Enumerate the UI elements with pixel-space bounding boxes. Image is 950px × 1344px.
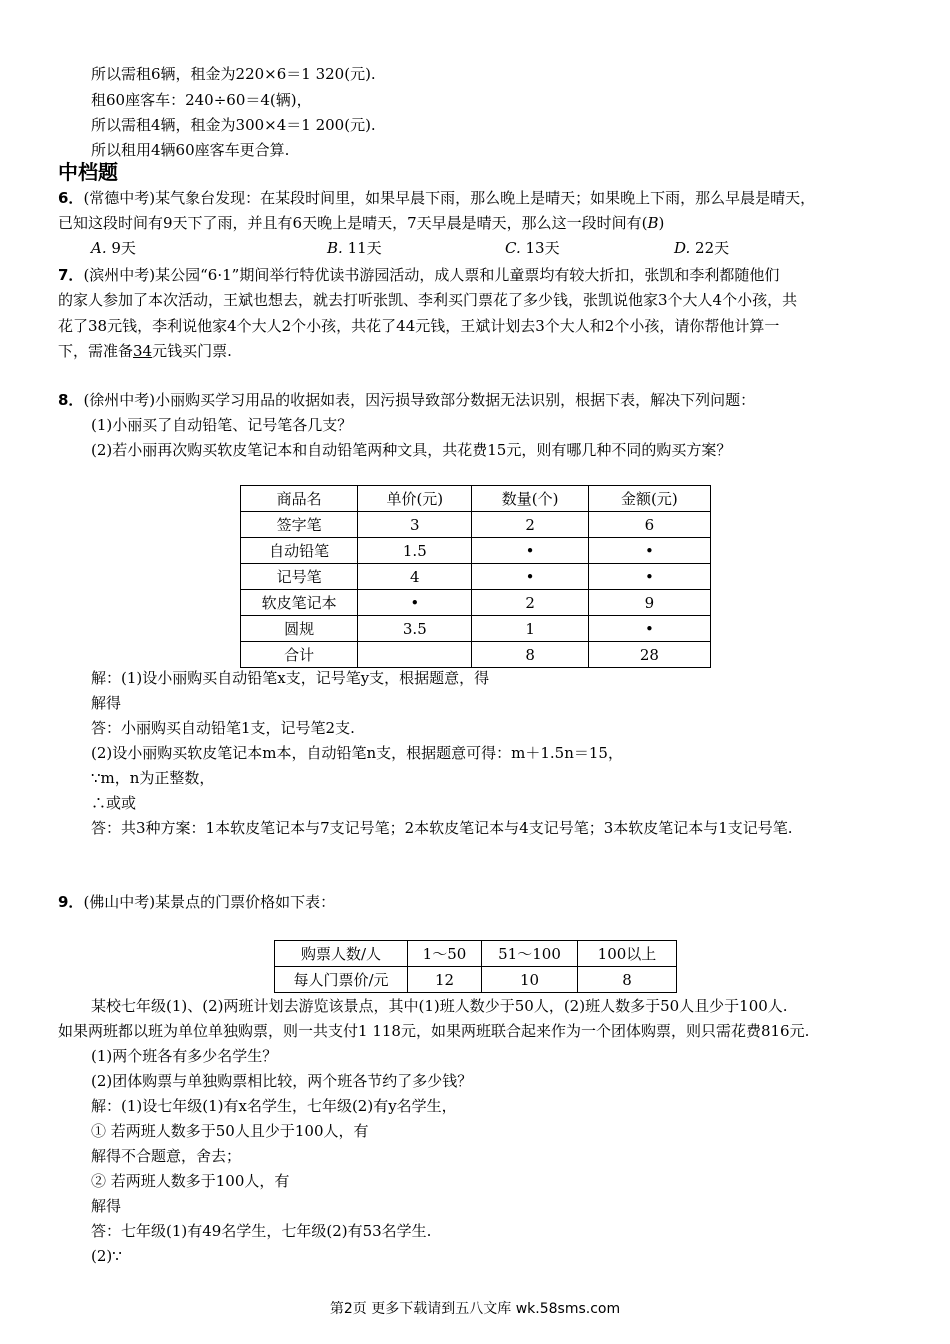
table-cell: 10 xyxy=(482,967,578,993)
question-number: 6． xyxy=(58,189,84,207)
table-header-row xyxy=(241,486,711,512)
table-row xyxy=(241,512,711,538)
text-line: 所以需租6辆，租金为220×6＝1 320(元). xyxy=(91,65,376,83)
receipt-table xyxy=(240,485,711,668)
table-row xyxy=(241,538,711,564)
table-row xyxy=(275,967,677,993)
question-text: 已知这段时间有9天下了雨，并且有6天晚上是晴天，7天早晨是晴天，那么这一段时间有( xyxy=(58,214,648,232)
option-b: B. 11天 xyxy=(327,239,382,257)
table-cell: • xyxy=(588,564,710,590)
solution-line: ∴或或 xyxy=(91,794,137,812)
table-cell: • xyxy=(358,590,472,616)
question-text: (佛山中考)某景点的门票价格如下表： xyxy=(83,893,336,911)
table-header: 商品名 xyxy=(241,486,358,512)
table-cell: 记号笔 xyxy=(241,564,358,590)
table-header: 金额(元) xyxy=(588,486,710,512)
table-cell: • xyxy=(472,538,588,564)
table-cell: • xyxy=(472,564,588,590)
table-cell: 12 xyxy=(408,967,482,993)
table-row xyxy=(241,564,711,590)
question-text: 如果两班都以班为单位单独购票，则一共支付1 118元，如果两班联合起来作为一个团体购票，则只需花费816元. xyxy=(58,1022,810,1040)
solution-line: ∵m，n为正整数， xyxy=(91,769,215,787)
table-row xyxy=(275,941,677,967)
question-6-line xyxy=(58,212,664,234)
table-cell: 1.5 xyxy=(358,538,472,564)
table-row xyxy=(241,642,711,668)
option-c: C. 13天 xyxy=(505,239,560,257)
solution-line: 解：(1)设七年级(1)有x名学生，七年级(2)有y名学生， xyxy=(91,1097,457,1115)
table-cell: 每人门票价/元 xyxy=(275,967,408,993)
question-8-line xyxy=(58,389,755,411)
table-cell: 1 xyxy=(472,616,588,642)
table-cell: 3 xyxy=(358,512,472,538)
page-footer: 第2页 更多下载请到五八文库 wk.58sms.com xyxy=(329,1301,621,1317)
paren: ) xyxy=(658,214,665,232)
table-cell: 8 xyxy=(578,967,677,993)
table-cell: 签字笔 xyxy=(241,512,358,538)
solution-line: 解：(1)设小丽购买自动铅笔x支，记号笔y支，根据题意，得 xyxy=(91,669,490,687)
sub-question: (2)若小丽再次购买软皮笔记本和自动铅笔两种文具，共花费15元，则有哪几种不同的购买方案？ xyxy=(91,441,732,459)
solution-line: ① 若两班人数多于50人且少于100人，有 xyxy=(91,1122,369,1140)
solution-line: 解得 xyxy=(91,1197,122,1215)
question-7-line: 的家人参加了本次活动，王斌也想去，就去打听张凯、李利买门票花了多少钱，张凯说他家3个大人4个小孩，共 xyxy=(58,291,798,309)
text-line: 所以需租4辆，租金为300×4＝1 200(元). xyxy=(91,116,376,134)
question-text: (滨州中考)某公园“6·1”期间举行特优读书游园活动，成人票和儿童票均有较大折扣，张凯和李利都随他们 xyxy=(83,266,780,284)
table-row xyxy=(241,616,711,642)
sub-question: (1)小丽买了自动铅笔、记号笔各几支？ xyxy=(91,416,353,434)
answer-letter: B xyxy=(647,214,659,232)
question-number: 8． xyxy=(58,391,84,409)
section-heading: 中档题 xyxy=(58,160,118,184)
table-cell: 2 xyxy=(472,590,588,616)
table-header: 单价(元) xyxy=(358,486,472,512)
table-cell: 8 xyxy=(472,642,588,668)
table-cell: • xyxy=(588,538,710,564)
table-cell: 3.5 xyxy=(358,616,472,642)
table-cell: 100以上 xyxy=(578,941,677,967)
question-7-line xyxy=(58,264,779,286)
ticket-price-table xyxy=(274,940,677,993)
table-cell: 51～100 xyxy=(482,941,578,967)
table-cell: 圆规 xyxy=(241,616,358,642)
solution-line: 答：共3种方案：1本软皮笔记本与7支记号笔；2本软皮笔记本与4支记号笔；3本软皮笔记本与1支记号笔. xyxy=(91,819,793,837)
question-number: 7． xyxy=(58,266,84,284)
table-cell: 6 xyxy=(588,512,710,538)
table-cell: 9 xyxy=(588,590,710,616)
solution-line: ② 若两班人数多于100人，有 xyxy=(91,1172,290,1190)
table-cell: 自动铅笔 xyxy=(241,538,358,564)
table-cell: 2 xyxy=(472,512,588,538)
table-header: 数量(个) xyxy=(472,486,588,512)
solution-line: 答：小丽购买自动铅笔1支，记号笔2支. xyxy=(91,719,355,737)
sub-question: (1)两个班各有多少名学生？ xyxy=(91,1047,278,1065)
table-cell: 28 xyxy=(588,642,710,668)
table-cell: • xyxy=(588,616,710,642)
question-7-line: 花了38元钱，李利说他家4个大人2个小孩，共花了44元钱，王斌计划去3个大人和2个小孩，请你帮他计算一 xyxy=(58,317,780,335)
solution-line: 解得 xyxy=(91,694,122,712)
question-number: 9． xyxy=(58,893,84,911)
solution-line: (2)设小丽购买软皮笔记本m本，自动铅笔n支，根据题意可得：m＋1.5n＝15， xyxy=(91,744,623,762)
sub-question: (2)团体购票与单独购票相比较，两个班各节约了多少钱？ xyxy=(91,1072,473,1090)
solution-line: 解得不合题意，舍去； xyxy=(91,1147,242,1165)
option-a: A. 9天 xyxy=(91,239,136,257)
question-text: (常德中考)某气象台发现：在某段时间里，如果早晨下雨，那么晚上是晴天；如果晚上下雨，那么早晨是晴天， xyxy=(83,189,816,207)
question-6-line xyxy=(58,187,815,209)
question-text: (徐州中考)小丽购买学习用品的收据如表，因污损导致部分数据无法识别，根据下表，解决下列问题： xyxy=(83,391,756,409)
solution-line: 答：七年级(1)有49名学生，七年级(2)有53名学生. xyxy=(91,1222,432,1240)
question-7-line: 下，需准备34元钱买门票. xyxy=(58,342,232,360)
question-9-line xyxy=(58,891,335,913)
text-line: 租60座客车：240÷60＝4(辆)， xyxy=(91,91,312,109)
answer-blank: 34 xyxy=(133,342,153,360)
question-text: 某校七年级(1)、(2)两班计划去游览该景点，其中(1)班人数少于50人，(2)班人数多于50人且少于100人. xyxy=(91,997,788,1015)
table-cell: 软皮笔记本 xyxy=(241,590,358,616)
table-cell xyxy=(358,642,472,668)
option-d: D. 22天 xyxy=(674,239,730,257)
table-cell: 1～50 xyxy=(408,941,482,967)
table-cell: 4 xyxy=(358,564,472,590)
solution-line: (2)∵ xyxy=(91,1247,122,1265)
text-line: 所以租用4辆60座客车更合算. xyxy=(91,141,290,159)
table-cell: 购票人数/人 xyxy=(275,941,408,967)
table-cell: 合计 xyxy=(241,642,358,668)
table-row xyxy=(241,590,711,616)
